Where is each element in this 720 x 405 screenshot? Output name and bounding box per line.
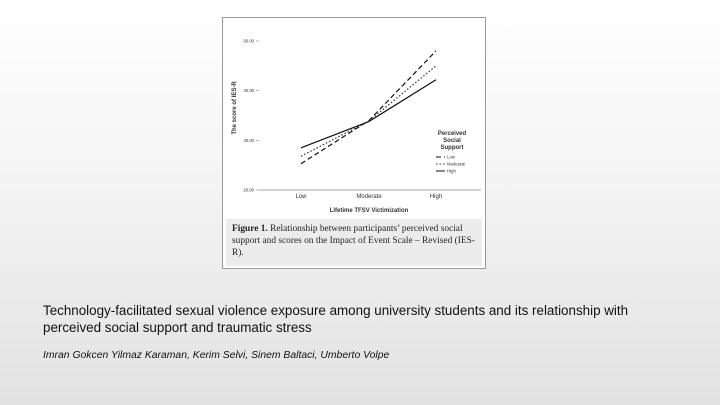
- y-axis-label: The score of IES-R: [232, 81, 238, 135]
- series-line-low: [301, 51, 436, 164]
- legend-title-line-2: Social: [443, 138, 461, 144]
- y-tick-label: 40.00: [243, 88, 254, 94]
- x-tick-label: Low: [295, 194, 307, 200]
- x-axis-label: Lifetime TFSV Victimization: [329, 208, 409, 214]
- legend-label-moderate: Moderate: [447, 161, 466, 167]
- y-tick-label: 30.00: [243, 137, 254, 143]
- paper-authors: Imran Gokcen Yilmaz Karaman, Kerim Selvi, Sinem Baltaci, Umberto Volpe: [43, 350, 390, 361]
- y-tick-label: 20.00: [243, 187, 254, 193]
- legend-title-line-3: Support: [440, 145, 464, 151]
- caption-text: Relationship between participants’ perceived social support and scores on the Impact of Event Scale – Revised (IES-R).: [232, 224, 475, 259]
- x-tick-label: Moderate: [356, 194, 382, 200]
- figure-card: [222, 17, 486, 269]
- x-tick-label: High: [429, 194, 443, 200]
- legend: [436, 131, 467, 174]
- series-line-moderate: [301, 66, 436, 156]
- paper-title: Technology-facilitated sexual violence exposure among university students and its relationship with perceived social support and traumatic stress: [43, 303, 629, 335]
- caption-label: Figure 1.: [232, 224, 268, 234]
- legend-title-line-1: Perceived: [437, 131, 467, 137]
- legend-label-high: High: [447, 168, 456, 174]
- series-line-high: [301, 80, 436, 148]
- y-tick-label: 50.00: [243, 38, 254, 44]
- figure-caption: [226, 219, 482, 266]
- legend-label-low: Low: [447, 154, 455, 160]
- ies-r-line-chart: [223, 18, 487, 218]
